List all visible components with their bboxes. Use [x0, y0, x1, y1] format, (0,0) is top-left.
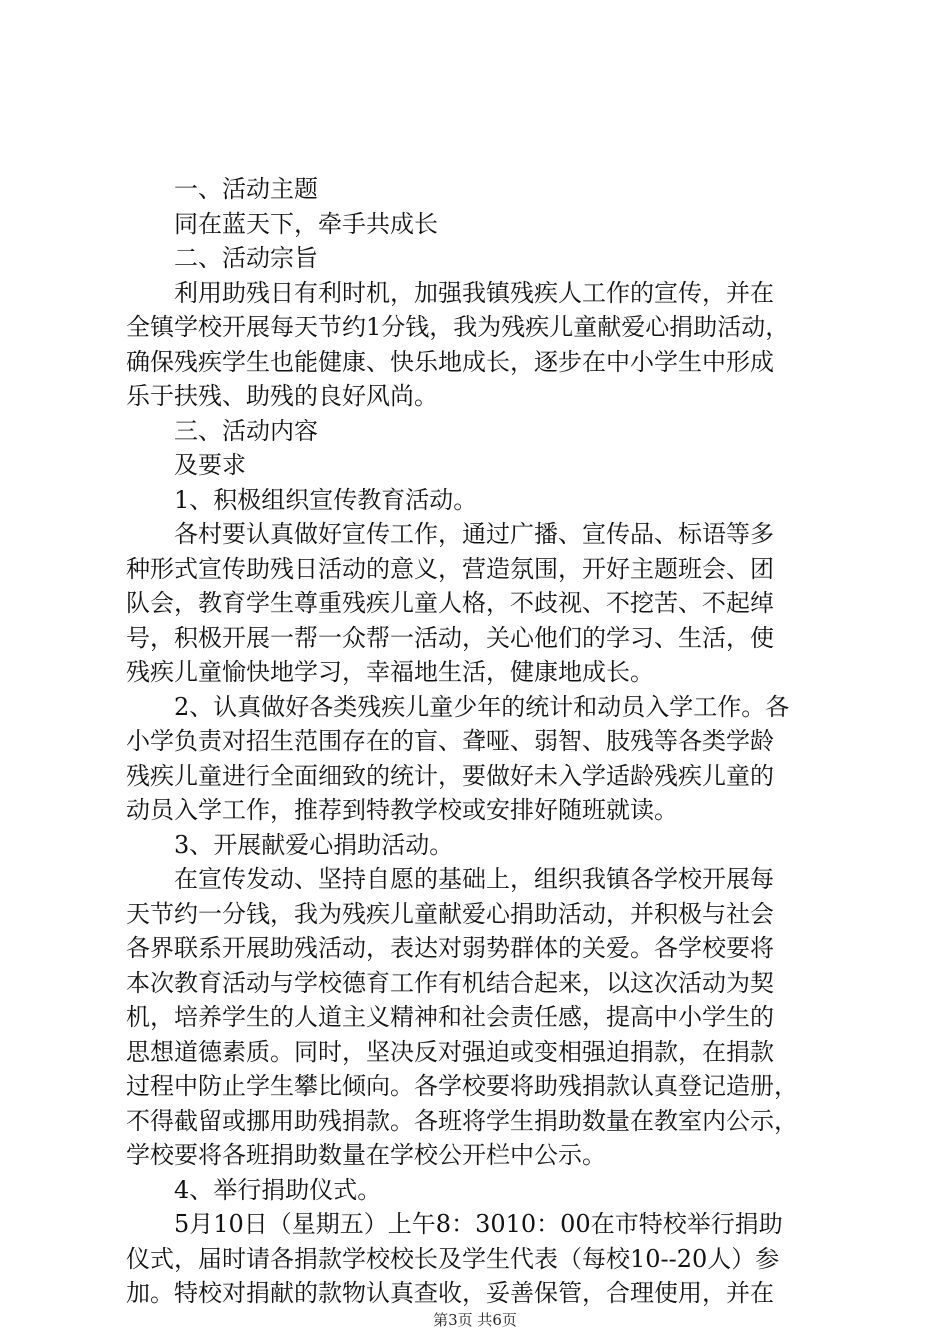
paragraph-line: 残疾儿童进行全面细致的统计，要做好未入学适龄残疾儿童的: [126, 762, 774, 790]
paragraph-line: 各界联系开展助残活动，表达对弱势群体的关爱。各学校要将: [126, 934, 774, 962]
activity-theme-text: 同在蓝天下，牵手共成长: [126, 210, 438, 238]
paragraph-line: 残疾儿童愉快地学习，幸福地生活，健康地成长。: [126, 658, 654, 686]
heading-activity-purpose: 二、活动宗旨: [126, 244, 318, 272]
subheading-3: 3、开展献爱心捐助活动。: [126, 831, 454, 859]
paragraph-line: 小学负责对招生范围存在的盲、聋哑、弱智、肢残等各类学龄: [126, 727, 774, 755]
subheading-4: 4、举行捐助仪式。: [126, 1176, 382, 1204]
subheading-1: 1、积极组织宣传教育活动。: [126, 486, 478, 514]
paragraph-line: 思想道德素质。同时，坚决反对强迫或变相强迫捐款，在捐款: [126, 1038, 774, 1066]
paragraph-line: 确保残疾学生也能健康、快乐地成长，逐步在中小学生中形成: [126, 348, 774, 376]
paragraph-line: 本次教育活动与学校德育工作有机结合起来，以这次活动为契: [126, 969, 774, 997]
paragraph-line: 学校要将各班捐助数量在学校公开栏中公示。: [126, 1141, 606, 1169]
paragraph-line: 不得截留或挪用助残捐款。各班将学生捐助数量在教室内公示，: [126, 1107, 798, 1135]
paragraph-line: 利用助残日有利时机，加强我镇残疾人工作的宣传，并在: [126, 279, 774, 307]
paragraph-line: 5月10日（星期五）上午8：3010：00在市特校举行捐助: [126, 1210, 783, 1238]
paragraph-line: 号，积极开展一帮一众帮一活动，关心他们的学习、生活，使: [126, 624, 774, 652]
heading-activity-theme: 一、活动主题: [126, 175, 318, 203]
paragraph-line: 天节约一分钱，我为残疾儿童献爱心捐助活动，并积极与社会: [126, 900, 774, 928]
paragraph-line: 机，培养学生的人道主义精神和社会责任感，提高中小学生的: [126, 1003, 774, 1031]
paragraph-line: 队会，教育学生尊重残疾儿童人格，不歧视、不挖苦、不起绰: [126, 589, 774, 617]
page-number-footer: 第3页 共6页: [433, 1311, 517, 1329]
paragraph-line: 各村要认真做好宣传工作，通过广播、宣传品、标语等多: [126, 520, 774, 548]
paragraph-line: 种形式宣传助残日活动的意义，营造氛围，开好主题班会、团: [126, 555, 774, 583]
paragraph-line: 乐于扶残、助残的良好风尚。: [126, 382, 438, 410]
paragraph-line: 全镇学校开展每天节约1分钱，我为残疾儿童献爱心捐助活动，: [126, 313, 790, 341]
heading-activity-content: 三、活动内容: [126, 417, 318, 445]
paragraph-line: 仪式，届时请各捐款学校校长及学生代表（每校10--20人）参: [126, 1245, 780, 1273]
paragraph-line: 加。特校对捐献的款物认真查收，妥善保管，合理使用，并在: [126, 1279, 774, 1307]
heading-requirements: 及要求: [126, 451, 246, 479]
paragraph-line: 过程中防止学生攀比倾向。各学校要将助残捐款认真登记造册，: [126, 1072, 798, 1100]
paragraph-line: 在宣传发动、坚持自愿的基础上，组织我镇各学校开展每: [126, 865, 774, 893]
subheading-2: 2、认真做好各类残疾儿童少年的统计和动员入学工作。各: [126, 693, 790, 721]
paragraph-line: 动员入学工作，推荐到特教学校或安排好随班就读。: [126, 796, 678, 824]
